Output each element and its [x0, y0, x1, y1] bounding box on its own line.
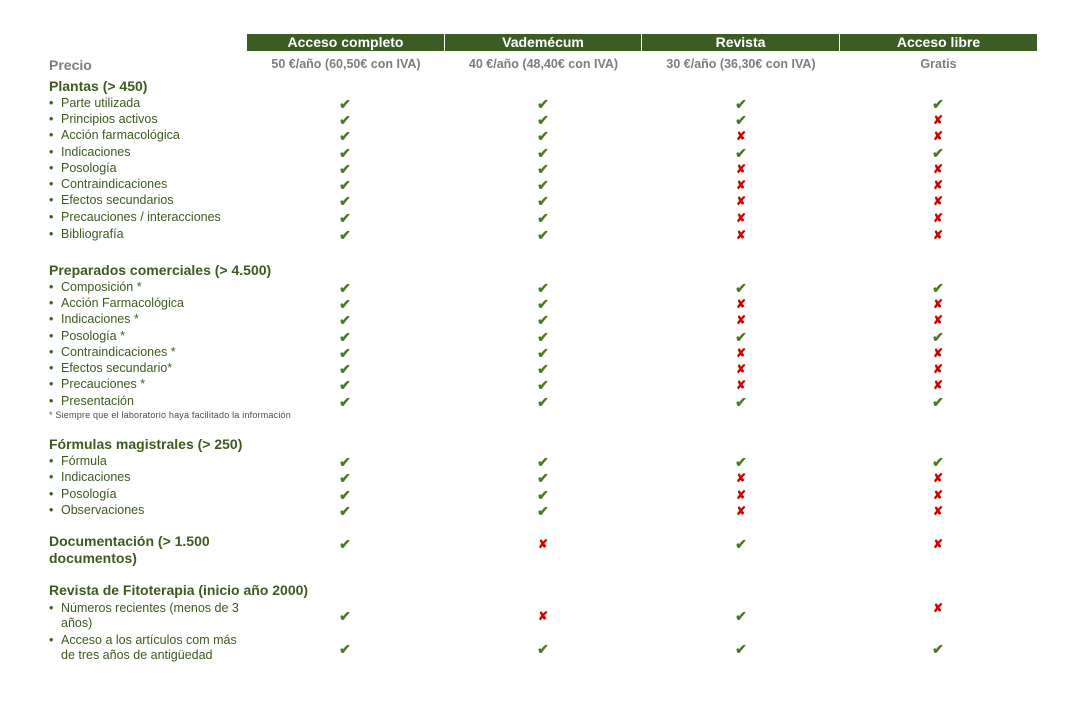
check-icon: ✔ [339, 177, 351, 193]
cross-icon: ✘ [932, 113, 944, 127]
cross-icon: ✘ [735, 228, 747, 242]
check-icon: ✔ [537, 641, 549, 657]
cross-icon: ✘ [932, 471, 944, 485]
feature-row [49, 345, 176, 360]
cross-icon: ✘ [735, 313, 747, 327]
cross-icon: ✘ [932, 601, 944, 615]
check-icon: ✔ [339, 312, 351, 328]
feature-label: Indicaciones [61, 145, 131, 159]
check-icon: ✔ [339, 536, 351, 552]
check-icon: ✔ [932, 641, 944, 657]
check-icon: ✔ [339, 280, 351, 296]
check-icon: ✔ [932, 96, 944, 112]
bullet: • [49, 177, 54, 191]
feature-row [49, 487, 117, 502]
cross-icon: ✘ [735, 504, 747, 518]
section-title: Preparados comerciales (> 4.500) [49, 262, 272, 278]
feature-row [49, 177, 167, 192]
check-icon: ✔ [537, 377, 549, 393]
check-icon: ✔ [537, 345, 549, 361]
check-icon: ✔ [735, 112, 747, 128]
feature-row [49, 312, 139, 327]
check-icon: ✔ [339, 608, 351, 624]
check-icon: ✔ [537, 280, 549, 296]
feature-label: Parte utilizada [61, 96, 141, 110]
check-icon: ✔ [537, 112, 549, 128]
section-title: Fórmulas magistrales (> 250) [49, 436, 243, 452]
cross-icon: ✘ [932, 346, 944, 360]
bullet: • [49, 377, 54, 391]
feature-row [49, 470, 131, 485]
check-icon: ✔ [537, 394, 549, 410]
check-icon: ✔ [537, 312, 549, 328]
cross-icon: ✘ [932, 162, 944, 176]
bullet: • [49, 361, 54, 375]
check-icon: ✔ [339, 377, 351, 393]
cross-icon: ✘ [932, 362, 944, 376]
feature-row [49, 601, 239, 631]
bullet: • [49, 633, 54, 647]
check-icon: ✔ [339, 96, 351, 112]
feature-label: Fórmula [61, 454, 107, 468]
check-icon: ✔ [537, 503, 549, 519]
feature-label: Precauciones * [61, 377, 146, 391]
feature-label: Presentación [61, 394, 134, 408]
bullet: • [49, 345, 54, 359]
cross-icon: ✘ [537, 537, 549, 551]
check-icon: ✔ [537, 329, 549, 345]
check-icon: ✔ [537, 128, 549, 144]
check-icon: ✔ [932, 329, 944, 345]
cross-icon: ✘ [735, 297, 747, 311]
check-icon: ✔ [735, 536, 747, 552]
cross-icon: ✘ [735, 129, 747, 143]
feature-row [49, 112, 158, 127]
feature-label: Posología [61, 487, 117, 501]
check-icon: ✔ [735, 608, 747, 624]
bullet: • [49, 145, 54, 159]
check-icon: ✔ [537, 145, 549, 161]
feature-row [49, 96, 140, 111]
check-icon: ✔ [932, 394, 944, 410]
feature-label: Indicaciones [61, 470, 131, 484]
cross-icon: ✘ [932, 313, 944, 327]
check-icon: ✔ [537, 361, 549, 377]
cross-icon: ✘ [735, 346, 747, 360]
feature-row [49, 296, 184, 311]
cross-icon: ✘ [932, 211, 944, 225]
column-header-revista: Revista [642, 34, 840, 51]
check-icon: ✔ [339, 210, 351, 226]
check-icon: ✔ [339, 296, 351, 312]
column-header-acceso-libre: Acceso libre [840, 34, 1037, 51]
bullet: • [49, 312, 54, 326]
feature-label: Acción Farmacológica [61, 296, 184, 310]
check-icon: ✔ [339, 145, 351, 161]
check-icon: ✔ [735, 96, 747, 112]
cross-icon: ✘ [932, 129, 944, 143]
feature-row [49, 329, 125, 344]
bullet: • [49, 112, 54, 126]
cross-icon: ✘ [735, 162, 747, 176]
check-icon: ✔ [537, 161, 549, 177]
feature-label: Observaciones [61, 503, 145, 517]
feature-row [49, 503, 144, 518]
feature-label: Principios activos [61, 112, 158, 126]
feature-label: Acceso a los artículos com más de tres años de antigüedad [61, 633, 237, 662]
feature-row [49, 161, 117, 176]
check-icon: ✔ [537, 487, 549, 503]
check-icon: ✔ [735, 329, 747, 345]
feature-label: Acción farmacológica [61, 128, 180, 142]
feature-label: Contraindicaciones * [61, 345, 176, 359]
column-header-vademecum: Vademécum [445, 34, 642, 51]
feature-label: Precauciones / interacciones [61, 210, 221, 224]
cross-icon: ✘ [932, 537, 944, 551]
feature-row [49, 633, 237, 663]
check-icon: ✔ [537, 96, 549, 112]
check-icon: ✔ [735, 394, 747, 410]
cross-icon: ✘ [932, 228, 944, 242]
bullet: • [49, 128, 54, 142]
bullet: • [49, 280, 54, 294]
check-icon: ✔ [339, 112, 351, 128]
check-icon: ✔ [339, 487, 351, 503]
check-icon: ✔ [339, 345, 351, 361]
feature-row [49, 210, 221, 225]
bullet: • [49, 329, 54, 343]
feature-row [49, 361, 172, 376]
bullet: • [49, 161, 54, 175]
bullet: • [49, 96, 54, 110]
check-icon: ✔ [932, 145, 944, 161]
cross-icon: ✘ [735, 362, 747, 376]
check-icon: ✔ [339, 329, 351, 345]
feature-label: Posología [61, 161, 117, 175]
feature-label: Contraindicaciones [61, 177, 168, 191]
check-icon: ✔ [339, 361, 351, 377]
bullet: • [49, 454, 54, 468]
check-icon: ✔ [537, 454, 549, 470]
cross-icon: ✘ [932, 178, 944, 192]
feature-row [49, 193, 174, 208]
bullet: • [49, 210, 54, 224]
feature-label: Efectos secundarios [61, 193, 174, 207]
feature-row [49, 227, 124, 242]
cross-icon: ✘ [735, 178, 747, 192]
section-title: Documentación (> 1.500 documentos) [49, 533, 210, 566]
check-icon: ✔ [339, 193, 351, 209]
check-icon: ✔ [537, 210, 549, 226]
check-icon: ✔ [339, 454, 351, 470]
check-icon: ✔ [735, 454, 747, 470]
check-icon: ✔ [932, 454, 944, 470]
cross-icon: ✘ [735, 488, 747, 502]
bullet: • [49, 296, 54, 310]
feature-row [49, 454, 107, 469]
check-icon: ✔ [537, 227, 549, 243]
check-icon: ✔ [339, 227, 351, 243]
check-icon: ✔ [537, 193, 549, 209]
feature-label: Números recientes (menos de 3 años) [61, 601, 239, 630]
cross-icon: ✘ [932, 488, 944, 502]
feature-label: Indicaciones * [61, 312, 139, 326]
column-header-acceso-completo: Acceso completo [247, 34, 445, 51]
cross-icon: ✘ [932, 297, 944, 311]
price-row-label: Precio [49, 57, 92, 73]
check-icon: ✔ [339, 641, 351, 657]
price-vademecum: 40 €/año (48,40€ con IVA) [468, 57, 619, 71]
feature-label: Efectos secundario* [61, 361, 173, 375]
check-icon: ✔ [735, 280, 747, 296]
cross-icon: ✘ [735, 211, 747, 225]
check-icon: ✔ [537, 470, 549, 486]
cross-icon: ✘ [932, 194, 944, 208]
bullet: • [49, 193, 54, 207]
section-title: Revista de Fitoterapia (inicio año 2000) [49, 582, 309, 598]
check-icon: ✔ [537, 296, 549, 312]
check-icon: ✔ [339, 161, 351, 177]
feature-row [49, 280, 142, 295]
cross-icon: ✘ [932, 504, 944, 518]
feature-label: Composición * [61, 280, 142, 294]
price-acceso-completo: 50 €/año (60,50€ con IVA) [271, 57, 421, 71]
cross-icon: ✘ [735, 194, 747, 208]
bullet: • [49, 227, 54, 241]
cross-icon: ✘ [735, 378, 747, 392]
feature-row [49, 128, 180, 143]
cross-icon: ✘ [735, 471, 747, 485]
check-icon: ✔ [339, 470, 351, 486]
check-icon: ✔ [735, 641, 747, 657]
bullet: • [49, 601, 54, 615]
cross-icon: ✘ [537, 609, 549, 623]
check-icon: ✔ [735, 145, 747, 161]
footnote: * Siempre que el laboratorio haya facilitado la información [49, 410, 291, 420]
bullet: • [49, 487, 54, 501]
price-acceso-libre: Gratis [920, 57, 957, 71]
price-revista: 30 €/año (36,30€ con IVA) [666, 57, 816, 71]
bullet: • [49, 394, 54, 408]
check-icon: ✔ [339, 503, 351, 519]
check-icon: ✔ [932, 280, 944, 296]
check-icon: ✔ [339, 128, 351, 144]
bullet: • [49, 470, 54, 484]
feature-row [49, 145, 131, 160]
cross-icon: ✘ [932, 378, 944, 392]
feature-row [49, 394, 134, 409]
feature-label: Bibliografía [61, 227, 124, 241]
feature-label: Posología * [61, 329, 125, 343]
bullet: • [49, 503, 54, 517]
check-icon: ✔ [339, 394, 351, 410]
feature-row [49, 377, 145, 392]
check-icon: ✔ [537, 177, 549, 193]
section-title: Plantas (> 450) [49, 78, 148, 94]
